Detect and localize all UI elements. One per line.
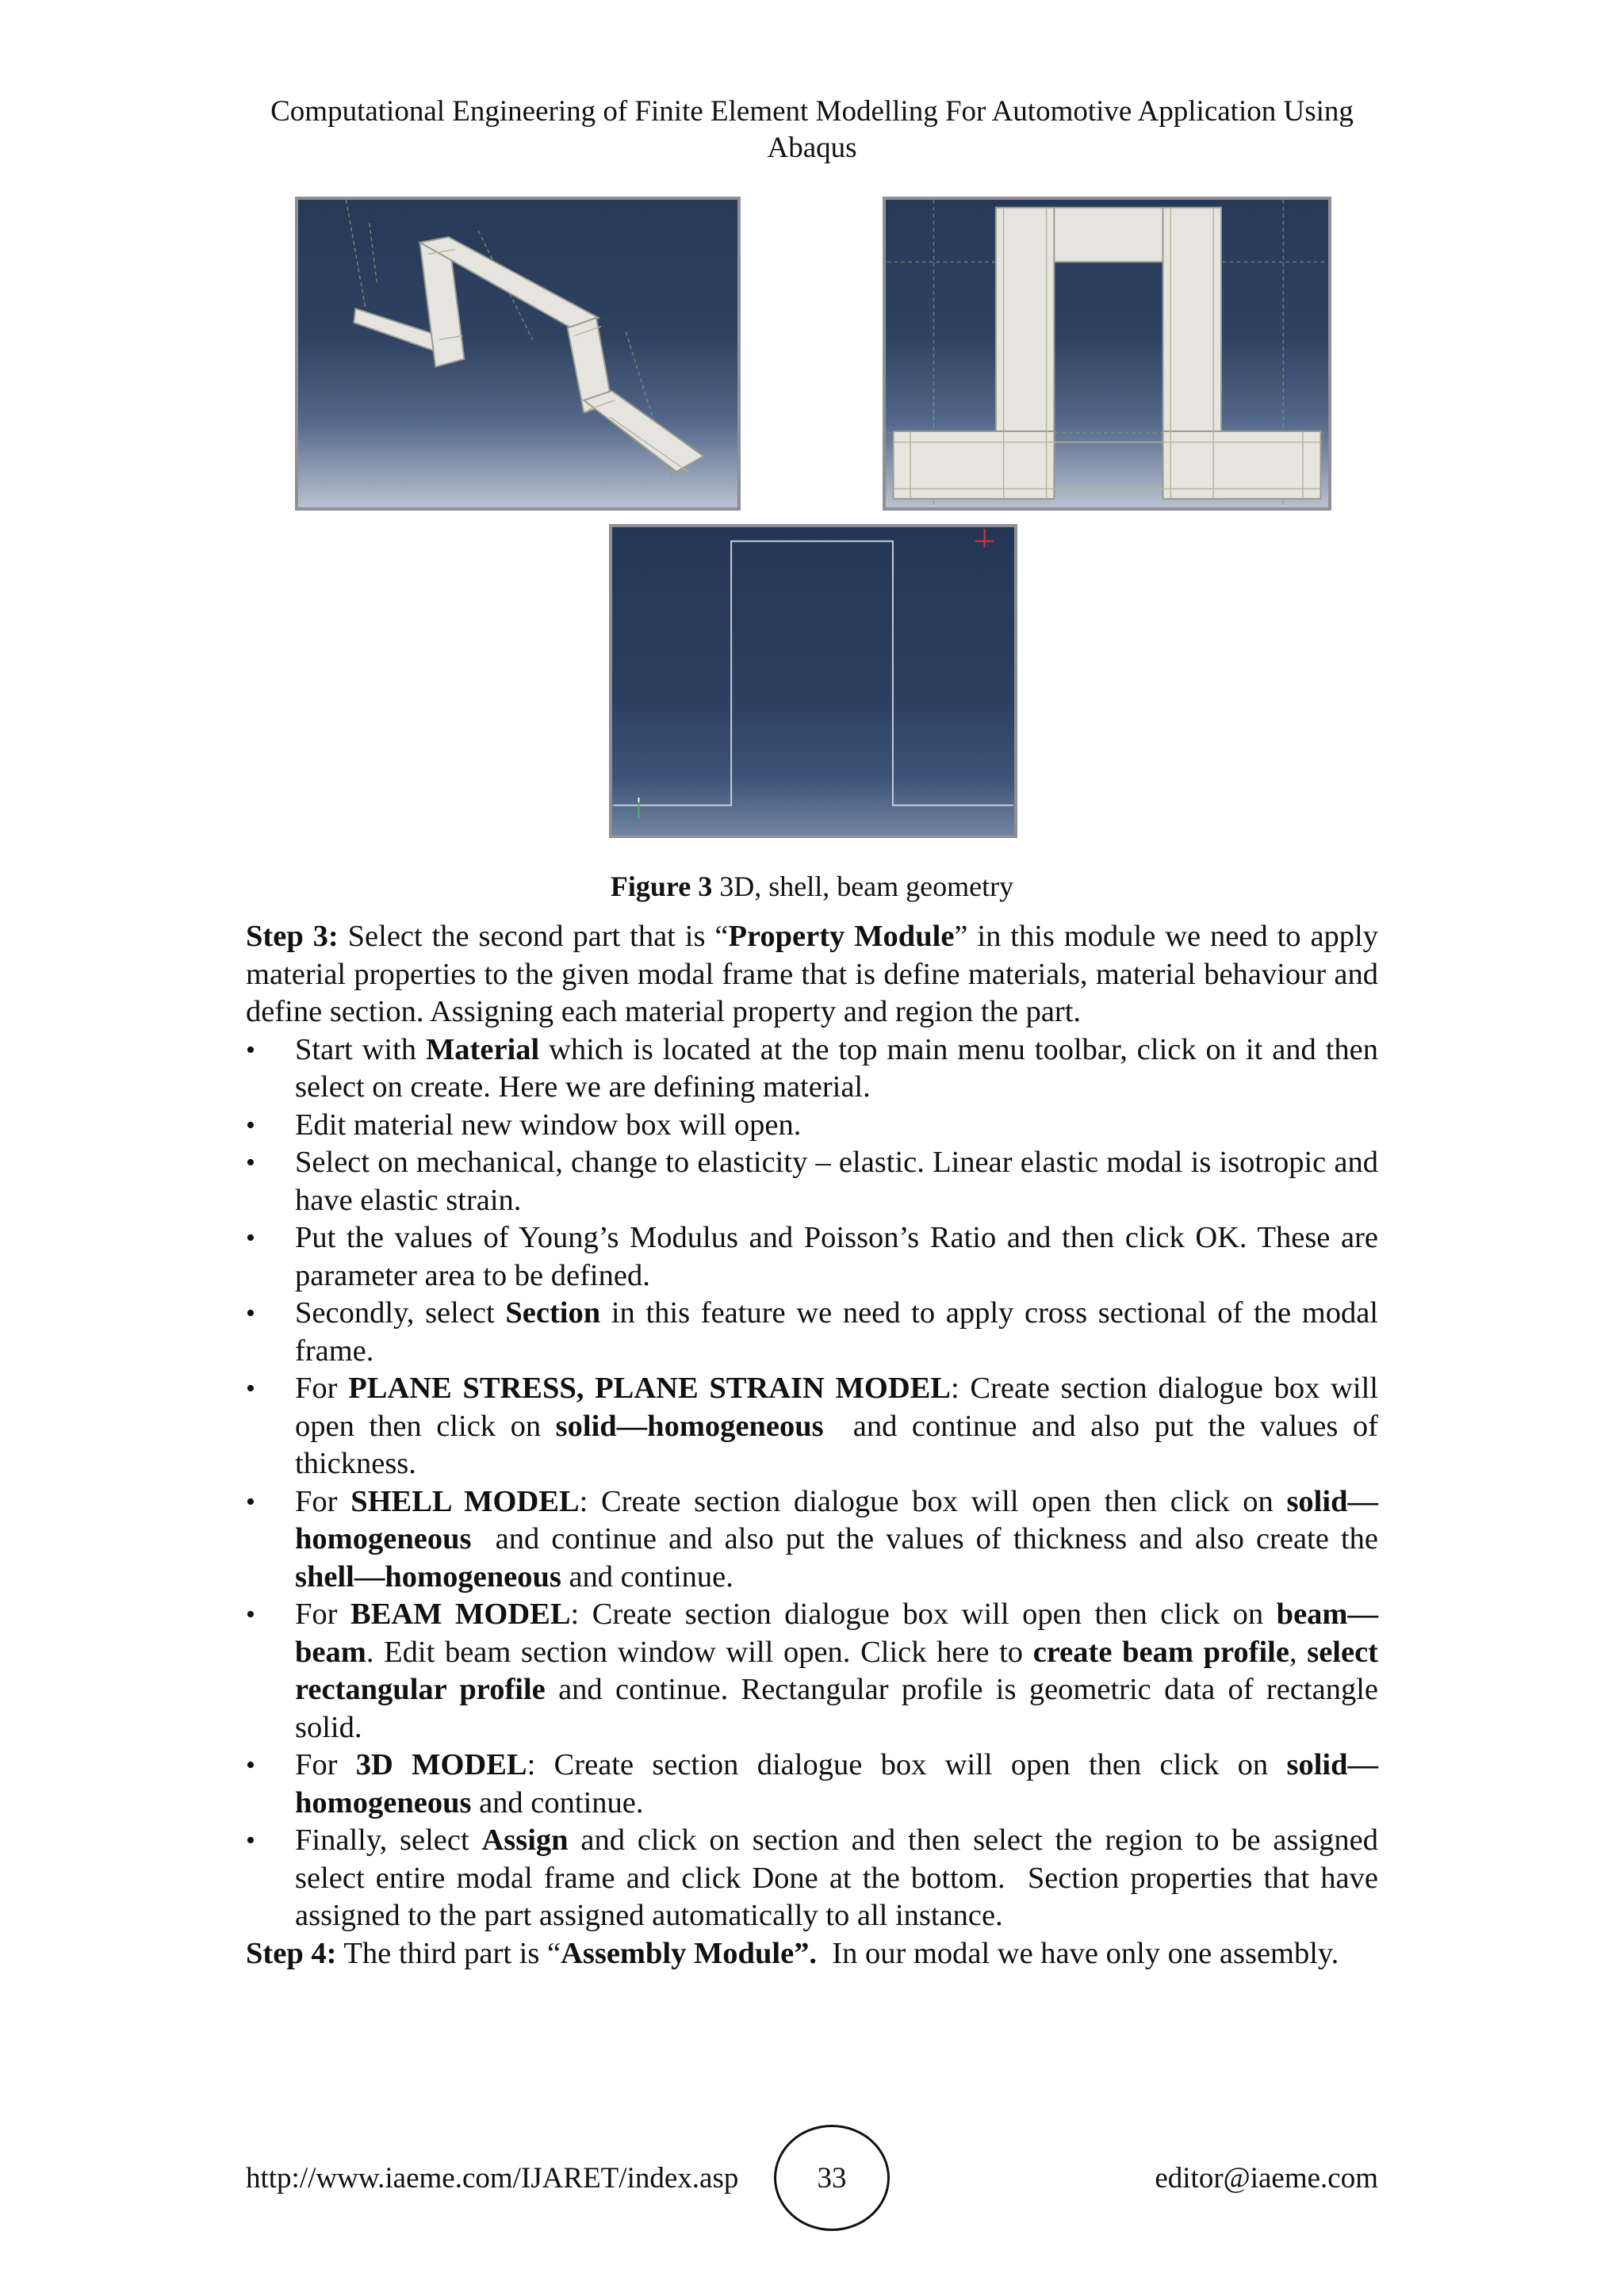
list-item [246, 1219, 1378, 1295]
list-item-text: and continue. Rectangular profile is geometric data of rectangle solid. [295, 1673, 1378, 1744]
list-item-bold: create beam profile [1032, 1635, 1289, 1669]
list-item-text: and continue. [561, 1559, 733, 1594]
bullet-icon: • [246, 1148, 255, 1177]
bullet-icon: • [246, 1751, 255, 1780]
3d-model-view [295, 197, 741, 511]
step4-paragraph [246, 1935, 1378, 1973]
list-item-bold: Material [425, 1032, 540, 1066]
step3-label: Step 3: [246, 920, 339, 953]
list-item [246, 1031, 1378, 1107]
footer-url[interactable]: http://www.iaeme.com/IJARET/index.asp [246, 2162, 739, 2195]
figure-caption [238, 869, 1386, 904]
header-title-line2: Abaqus [767, 132, 857, 164]
list-item-text: Select on mechanical, change to elasticity – elastic. Linear elastic modal is isotropic and have elastic strain. [295, 1146, 1378, 1217]
body-text [246, 918, 1386, 1973]
list-item-text: Put the values of Young’s Modulus and Poisson’s Ratio and then click OK. These are parameter area to be defined. [295, 1221, 1378, 1292]
step4-label: Step 4: [246, 1936, 337, 1970]
list-item-bold: shell—homogeneous [295, 1559, 561, 1594]
list-item-bold: Section [505, 1296, 601, 1330]
list-item-bold: Assign [481, 1823, 569, 1857]
beam-model-view [609, 524, 1017, 838]
figure-caption-text: 3D, shell, beam geometry [712, 871, 1014, 902]
step3-module: Property Module [728, 920, 955, 953]
bullet-icon: • [246, 1374, 255, 1403]
list-item [246, 1822, 1386, 1935]
list-item-bold: solid—homogeneous [295, 1748, 1379, 1820]
property-steps-list [246, 1031, 1386, 1935]
list-item-text: : Create section dialogue box will open then click on [570, 1598, 1277, 1631]
figure-label: Figure 3 [610, 871, 713, 902]
bullet-icon: • [246, 1826, 255, 1855]
step4-text1: The third part is “ [336, 1936, 561, 1970]
list-item [246, 1370, 1386, 1483]
bullet-icon: • [246, 1600, 255, 1629]
list-item [246, 1295, 1378, 1370]
list-item-text: in this feature we need to apply cross sectional of the modal frame. [295, 1296, 1378, 1368]
step4-module: Assembly Module”. [561, 1936, 818, 1970]
list-item-bold: solid—homogeneous [555, 1409, 824, 1443]
bullet-icon: • [246, 1223, 255, 1253]
list-item-text: Secondly, select [295, 1296, 506, 1330]
list-item-text: . Edit beam section window will open. Click here to [366, 1635, 1033, 1669]
list-item-text: which is located at the top main menu toolbar, click on it and then select on create. Here we are defining material. [295, 1032, 1378, 1104]
step3-text2: ” in this module we need to apply material properties to the given modal frame that is define materials, material behaviour and define section. Assigning each material property and region the part. [246, 920, 1378, 1028]
list-item-text: Start with [295, 1032, 426, 1066]
running-header [238, 94, 1386, 166]
list-item-bold: solid—homogeneous [295, 1484, 1378, 1556]
bullet-icon: • [246, 1035, 255, 1065]
list-item-bold: PLANE STRESS, PLANE STRAIN MODEL [348, 1372, 951, 1405]
bullet-icon: • [246, 1487, 255, 1517]
step4-text2: In our modal we have only one assembly. [817, 1936, 1339, 1970]
list-item-text: : Create section dialogue box will open then click on [527, 1748, 1287, 1781]
list-item-text: For [295, 1598, 351, 1631]
list-item-bold: BEAM MODEL [350, 1598, 571, 1631]
list-item-text: For [295, 1484, 351, 1518]
list-item-text: For [295, 1372, 349, 1405]
list-item-bold: SHELL MODEL [350, 1484, 580, 1518]
page-number-text: 33 [817, 2161, 847, 2195]
list-item [246, 1596, 1378, 1747]
list-item-text: For [295, 1748, 356, 1781]
bullet-icon: • [246, 1299, 255, 1328]
3d-frame-drawing [298, 200, 737, 507]
list-item-text: : Create section dialogue box will open then click on [579, 1484, 1287, 1518]
header-title-line1: Computational Engineering of Finite Element Modelling For Automotive Application Using [270, 95, 1354, 128]
list-item-bold: select rectangular profile [295, 1635, 1378, 1706]
list-item-text: Finally, select [295, 1823, 482, 1857]
list-item-text: and continue and also put the values of thickness. [295, 1409, 1386, 1480]
beam-frame-drawing [612, 527, 1014, 835]
footer-email[interactable]: editor@iaeme.com [1155, 2162, 1378, 2195]
list-item-text: and continue. [471, 1785, 644, 1820]
shell-model-view [883, 197, 1331, 511]
list-item-bold: beam—beam [295, 1598, 1378, 1669]
page-number [774, 2125, 890, 2231]
view-triad-icon [975, 529, 994, 548]
list-item-bold: 3D MODEL [355, 1748, 527, 1781]
shell-frame-drawing [886, 200, 1328, 507]
bullet-icon: • [246, 1110, 255, 1140]
step3-text1: Select the second part that is “ [338, 920, 729, 953]
list-item-text: and continue and also put the values of thickness and also create the [471, 1522, 1386, 1556]
list-item-text: Edit material new window box will open. [295, 1108, 802, 1142]
list-item [246, 1483, 1386, 1597]
list-item-text: and click on section and then select the region to be assigned select entire modal frame and click Done at the bottom. Section properties that have assigned to the part assigned automatically to all instance. [295, 1823, 1386, 1932]
list-item [246, 1107, 1378, 1145]
list-item [246, 1747, 1378, 1822]
list-item-text: , [1289, 1635, 1308, 1669]
list-item [246, 1144, 1378, 1219]
step3-paragraph [246, 918, 1378, 1031]
list-item-text: : Create section dialogue box will open then click on [295, 1372, 1379, 1443]
